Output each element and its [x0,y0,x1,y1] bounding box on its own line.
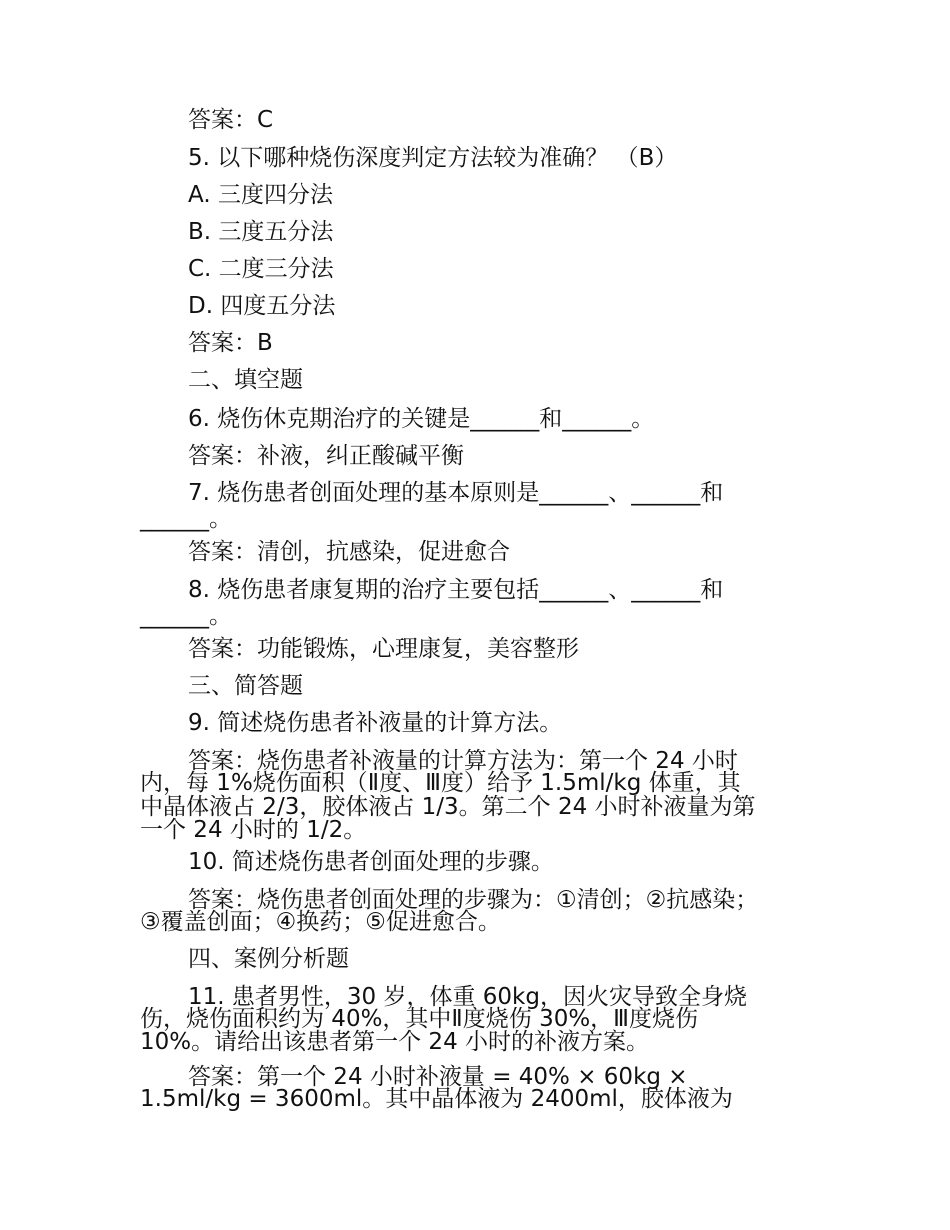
question-10: 10. 简述烧伤患者创面处理的步骤。 [188,849,554,875]
section-heading-case-analysis: 四、案例分析题 [188,946,349,972]
answer-9-continued: 中晶体液占 2/3，胶体液占 1/3。第二个 24 小时补液量为第 [140,794,756,820]
question-11: 11. 患者男性，30 岁，体重 60kg，因火灾导致全身烧 [188,984,747,1010]
section-heading-short-answer: 三、简答题 [188,673,303,699]
option-c: C. 二度三分法 [188,256,334,282]
question-8-continued: ______。 [140,603,232,629]
answer-10: 答案：烧伤患者创面处理的步骤为：①清创；②抗感染； [188,887,759,913]
option-d: D. 四度五分法 [188,293,336,319]
answer-7: 答案：清创，抗感染，促进愈合 [188,539,510,565]
answer-9-continued: 内，每 1%烧伤面积（Ⅱ度、Ⅲ度）给予 1.5ml/kg 体重，其 [140,770,741,796]
answer-9: 答案：烧伤患者补液量的计算方法为：第一个 24 小时 [188,748,738,774]
answer-5: 答案：B [188,330,273,356]
question-6: 6. 烧伤休克期治疗的关键是______和______。 [188,406,655,432]
question-11-continued: 伤，烧伤面积约为 40%，其中Ⅱ度烧伤 30%，Ⅲ度烧伤 [140,1006,699,1032]
answer-9-continued: 一个 24 小时的 1/2。 [140,817,367,843]
question-9: 9. 简述烧伤患者补液量的计算方法。 [188,710,563,736]
option-b: B. 三度五分法 [188,219,334,245]
answer-4: 答案：C [188,107,274,133]
section-heading-fill-blank: 二、填空题 [188,367,303,393]
answer-10-continued: ③覆盖创面；④换药；⑤促进愈合。 [140,909,501,935]
answer-8: 答案：功能锻炼，心理康复，美容整形 [188,636,579,662]
question-11-continued: 10%。请给出该患者第一个 24 小时的补液方案。 [140,1029,650,1055]
question-7: 7. 烧伤患者创面处理的基本原则是______、______和 [188,480,724,506]
option-a: A. 三度四分法 [188,182,333,208]
question-8: 8. 烧伤患者康复期的治疗主要包括______、______和 [188,577,724,603]
answer-6: 答案：补液，纠正酸碱平衡 [188,443,464,469]
question-5: 5. 以下哪种烧伤深度判定方法较为准确？ （B） [188,145,678,171]
question-7-continued: ______。 [140,506,232,532]
answer-11-continued: 1.5ml/kg = 3600ml。其中晶体液为 2400ml，胶体液为 [140,1086,733,1112]
answer-11: 答案：第一个 24 小时补液量 = 40% × 60kg × [188,1064,688,1090]
